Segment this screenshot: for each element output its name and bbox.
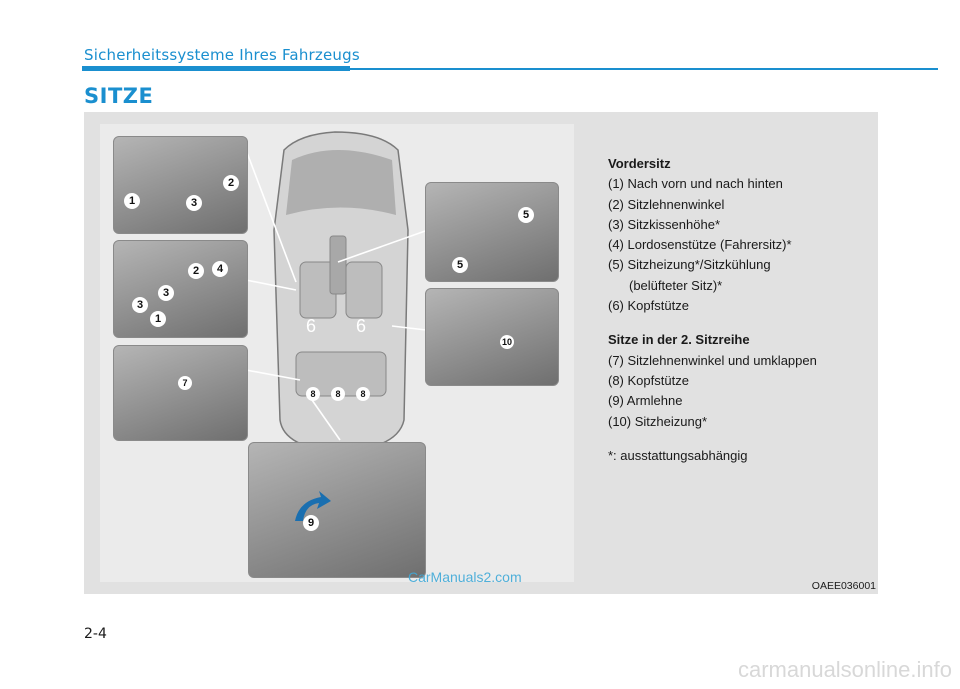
panel-rear-seatback-lever <box>113 345 248 441</box>
legend-item: (8) Kopfstütze <box>608 372 689 388</box>
callout-9: 9 <box>303 515 319 531</box>
panel-front-seat-controls <box>113 136 248 234</box>
chapter-title: Sicherheitssysteme Ihres Fahrzeugs <box>84 46 360 64</box>
legend-item: (1) Nach vorn und nach hinten <box>608 176 783 192</box>
callout-2: 2 <box>223 175 239 191</box>
callout-8-right: 8 <box>356 387 370 401</box>
legend-item-continued: (belüfteter Sitz)* <box>629 277 723 293</box>
callout-8-left: 8 <box>306 387 320 401</box>
legend-item: (7) Sitzlehnenwinkel und umklappen <box>608 352 817 368</box>
panel-rear-seat-heater <box>425 288 559 386</box>
rear-seat-heading: Sitze in der 2. Sitzreihe <box>608 332 750 348</box>
watermark-link[interactable]: CarManuals2.com <box>408 569 522 585</box>
legend-item: (6) Kopfstütze <box>608 298 689 314</box>
callout-3: 3 <box>132 297 148 313</box>
page-number: 2-4 <box>84 626 107 642</box>
callout-7: 7 <box>178 376 192 390</box>
panel-power-seat-switches <box>113 240 248 338</box>
callout-1: 1 <box>150 311 166 327</box>
callout-2: 2 <box>188 263 204 279</box>
headrest-label-6-left: 6 <box>306 316 317 336</box>
front-seat-heading: Vordersitz <box>608 156 671 171</box>
legend-item: (10) Sitzheizung* <box>608 413 707 429</box>
legend-item: (3) Sitzkissenhöhe* <box>608 216 720 232</box>
section-title: SITZE <box>84 84 154 108</box>
callout-3: 3 <box>158 285 174 301</box>
callout-5: 5 <box>452 257 468 273</box>
headrest-label-6-right: 6 <box>356 316 367 336</box>
legend-item: (2) Sitzlehnenwinkel <box>608 196 725 212</box>
footnote: *: ausstattungsabhängig <box>608 447 748 463</box>
figure-code: OAEE036001 <box>811 580 876 592</box>
callout-8-center: 8 <box>331 387 345 401</box>
legend-text <box>608 154 868 466</box>
legend-item: (9) Armlehne <box>608 393 683 409</box>
legend-item: (4) Lordosenstütze (Fahrersitz)* <box>608 237 792 253</box>
callout-3: 3 <box>186 195 202 211</box>
callout-1: 1 <box>124 193 140 209</box>
callout-4: 4 <box>212 261 228 277</box>
panel-rear-armrest <box>248 442 426 578</box>
legend-item: (5) Sitzheizung*/Sitzkühlung <box>608 257 771 273</box>
callout-10: 10 <box>501 337 512 347</box>
footer-site-mark[interactable]: carmanualsonline.info <box>737 657 952 682</box>
panel-seat-heater-switches <box>425 182 559 282</box>
car-top-view <box>274 132 408 452</box>
callout-5: 5 <box>518 207 534 223</box>
